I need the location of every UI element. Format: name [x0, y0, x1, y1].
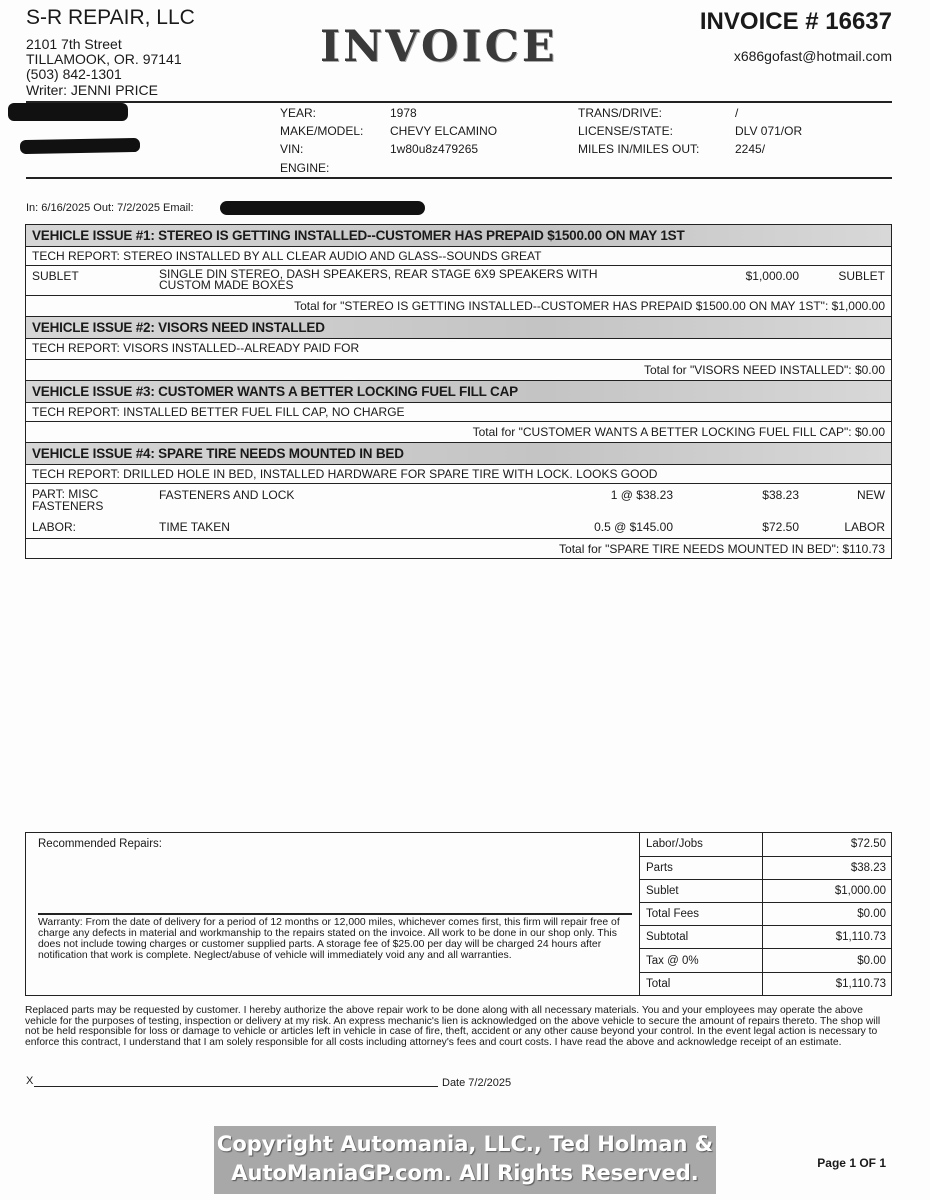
- item-quantity: 1 @ $38.23: [610, 488, 673, 502]
- totals-label: Sublet: [640, 879, 762, 902]
- item-tag: LABOR: [844, 520, 885, 534]
- issue-header: VEHICLE ISSUE #4: SPARE TIRE NEEDS MOUNTED IN BED: [26, 443, 891, 465]
- shop-phone: (503) 842-1301: [26, 66, 122, 82]
- item-tag: SUBLET: [838, 269, 885, 283]
- totals-value: $0.00: [762, 949, 892, 972]
- issue-total: Total for "CUSTOMER WANTS A BETTER LOCKING FUEL FILL CAP": $0.00: [26, 422, 891, 443]
- totals-row: [640, 879, 892, 902]
- redacted-customer-email: [220, 201, 425, 215]
- totals-value: $1,110.73: [762, 972, 892, 995]
- make-model-label: MAKE/MODEL:: [280, 124, 364, 138]
- item-description: SINGLE DIN STEREO, DASH SPEAKERS, REAR STAGE 6X9 SPEAKERS WITH CUSTOM MADE BOXES: [159, 267, 598, 292]
- page-number: Page 1 OF 1: [817, 1156, 886, 1170]
- tech-report: TECH REPORT: INSTALLED BETTER FUEL FILL CAP, NO CHARGE: [26, 403, 891, 422]
- tech-report: TECH REPORT: DRILLED HOLE IN BED, INSTALLED HARDWARE FOR SPARE TIRE WITH LOCK. LOOKS GOOD: [26, 465, 891, 484]
- issue-total: Total for "VISORS NEED INSTALLED": $0.00: [26, 360, 891, 381]
- shop-email: x686gofast@hotmail.com: [733, 48, 892, 64]
- make-model-value: CHEVY ELCAMINO: [390, 124, 498, 138]
- trans-value: /: [735, 106, 739, 120]
- signature-line[interactable]: [34, 1086, 438, 1087]
- totals-value: $72.50: [762, 833, 892, 856]
- totals-value: $0.00: [762, 903, 892, 926]
- totals-label: Labor/Jobs: [640, 833, 762, 856]
- issues-table: [25, 224, 892, 559]
- warranty-divider: [38, 913, 632, 915]
- license-value: DLV 071/OR: [735, 124, 803, 138]
- authorization-text: Replaced parts may be requested by customer. I hereby authorize the above repair work to be done along with all necessary materials. You and your employees may operate the above vehicle for the purposes of testing, inspection or delivery at my risk. An express mechanic's lien is acknowledged on the above vehicle to secure the amount of repairs thereto. The shop will not be held responsible for loss or damage to vehicle or articles left in vehicle in case of fire, theft, accident or any other cause beyond your control. In the event legal action is necessary to enforce this contract, I understand that I am solely responsible for all costs including attorney's fees and court costs. I have read the above and acknowledge receipt of an estimate.: [25, 1005, 881, 1048]
- issue-header: VEHICLE ISSUE #2: VISORS NEED INSTALLED: [26, 317, 891, 339]
- totals-value: $1,000.00: [762, 879, 892, 902]
- line-item: [26, 266, 891, 296]
- item-type: PART: MISC FASTENERS: [32, 487, 104, 513]
- item-amount: $38.23: [762, 488, 799, 502]
- header-divider: [26, 101, 892, 103]
- writer-name: Writer: JENNI PRICE: [26, 82, 158, 98]
- tech-report: TECH REPORT: VISORS INSTALLED--ALREADY PAID FOR: [26, 339, 891, 360]
- miles-value: 2245/: [735, 142, 766, 156]
- miles-label: MILES IN/MILES OUT:: [578, 142, 700, 156]
- totals-label: Subtotal: [640, 926, 762, 949]
- item-tag: NEW: [857, 488, 885, 502]
- totals-row: [640, 949, 892, 972]
- issue-total: Total for "SPARE TIRE NEEDS MOUNTED IN BED": $110.73: [26, 538, 891, 559]
- totals-label: Tax @ 0%: [640, 949, 762, 972]
- recommended-repairs-label: Recommended Repairs:: [38, 838, 163, 850]
- signature-x: X: [26, 1075, 34, 1087]
- totals-row: [640, 856, 892, 879]
- engine-label: ENGINE:: [280, 161, 330, 175]
- vehicle-divider: [26, 177, 892, 179]
- item-type: LABOR:: [32, 520, 77, 534]
- license-label: LICENSE/STATE:: [578, 124, 673, 138]
- totals-row: [640, 833, 892, 856]
- totals-value: $1,110.73: [762, 926, 892, 949]
- totals-row: [640, 926, 892, 949]
- watermark-line2: AutoManiaGP.com. All Rights Reserved.: [231, 1161, 699, 1185]
- shop-name: S-R REPAIR, LLC: [26, 6, 195, 29]
- totals-row: [640, 903, 892, 926]
- item-amount: $1,000.00: [745, 269, 799, 283]
- trans-label: TRANS/DRIVE:: [578, 106, 663, 120]
- tech-report: TECH REPORT: STEREO INSTALLED BY ALL CLEAR AUDIO AND GLASS--SOUNDS GREAT: [26, 247, 891, 266]
- totals-label: Total: [640, 972, 762, 995]
- summary-box: [25, 832, 892, 996]
- issue-total: Total for "STEREO IS GETTING INSTALLED--CUSTOMER HAS PREPAID $1500.00 ON MAY 1ST": $1,000.00: [26, 296, 891, 317]
- totals-label: Total Fees: [640, 903, 762, 926]
- totals-value: $38.23: [762, 856, 892, 879]
- line-items-group: [26, 484, 891, 538]
- item-quantity: 0.5 @ $145.00: [594, 520, 673, 534]
- invoice-number: INVOICE # 16637: [699, 8, 892, 35]
- warranty-text: Warranty: From the date of delivery for a period of 12 months or 12,000 miles, whichever comes first, this firm will repair free of charge any defects in material and workmanship to the repairs stated on the invoice. All work to be done in our shop only. This does not include towing charges or customer supplied parts. A storage fee of $25.00 per day will be charged 24 hours after notification that work is complete. Neglect/abuse of vehicle will immediately void any and all warranties.: [38, 917, 620, 961]
- vin-label: VIN:: [280, 142, 304, 156]
- watermark-line1: Copyright Automania, LLC., Ted Holman &: [216, 1132, 714, 1156]
- item-description: FASTENERS AND LOCK: [159, 488, 295, 502]
- shop-address-line1: 2101 7th Street: [26, 36, 122, 52]
- issue-header: VEHICLE ISSUE #3: CUSTOMER WANTS A BETTER LOCKING FUEL FILL CAP: [26, 381, 891, 403]
- vin-value: 1w80u8z479265: [390, 142, 479, 156]
- totals-row: [640, 972, 892, 995]
- copyright-watermark: [214, 1126, 716, 1194]
- shop-address-line2: TILLAMOOK, OR. 97141: [26, 51, 182, 67]
- redacted-customer-phone: [20, 138, 140, 154]
- redacted-customer-name: [8, 103, 128, 121]
- invoice-title: INVOICE: [320, 22, 558, 72]
- year-value: 1978: [390, 106, 417, 120]
- item-amount: $72.50: [762, 520, 799, 534]
- totals-label: Parts: [640, 856, 762, 879]
- item-type: SUBLET: [32, 269, 79, 283]
- issue-header: VEHICLE ISSUE #1: STEREO IS GETTING INSTALLED--CUSTOMER HAS PREPAID $1500.00 ON MAY 1ST: [26, 225, 891, 247]
- year-label: YEAR:: [280, 106, 317, 120]
- totals-table: [639, 833, 891, 995]
- signature-date: Date 7/2/2025: [442, 1077, 512, 1089]
- in-out-dates: In: 6/16/2025 Out: 7/2/2025 Email:: [26, 202, 194, 214]
- item-description: TIME TAKEN: [159, 520, 230, 534]
